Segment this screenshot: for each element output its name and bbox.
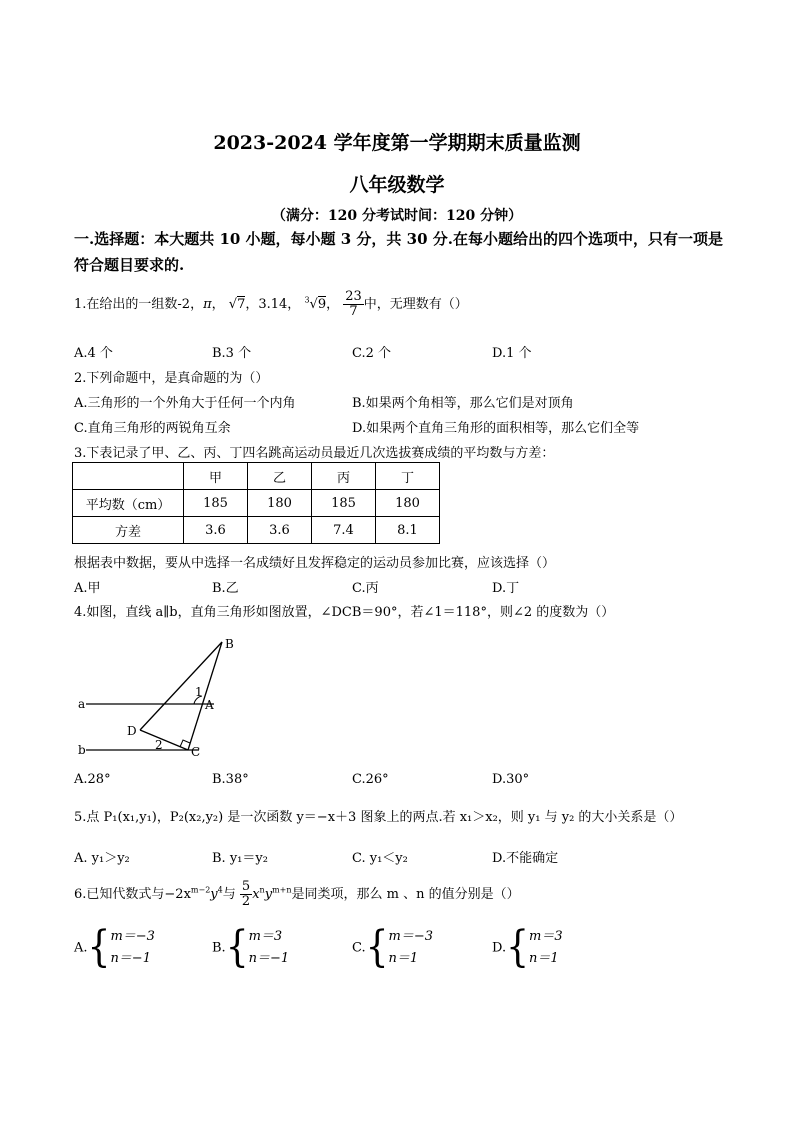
table-cell: 方差 [73, 517, 184, 544]
question-2-stem: 2.下列命题中，是真命题的为（） [74, 371, 269, 386]
table-row [73, 517, 440, 544]
label-d: D [127, 724, 137, 738]
table-cell: 185 [312, 490, 376, 517]
table-cell [73, 463, 184, 490]
label-a-point: A [205, 698, 214, 712]
scores-table [72, 462, 440, 544]
q6-option-a: A.{ m＝−3 n＝−1 [74, 922, 155, 972]
table-cell: 甲 [184, 463, 248, 490]
triangle-figure [74, 632, 254, 762]
table-cell: 3.6 [248, 517, 312, 544]
right-angle-mark [180, 740, 190, 747]
table-cell: 平均数（cm） [73, 490, 184, 517]
q1-option-a: A.4 个 [74, 346, 113, 361]
section-heading: 一.选择题：本大题共 10 小题，每小题 3 分，共 30 分.在每小题给出的四个选项中，只有一项是符合题目要求的. [74, 230, 723, 274]
table-header-row [73, 463, 440, 490]
segment-bd [140, 642, 222, 730]
q5-option-b: B. y₁＝y₂ [212, 851, 268, 866]
q4-option-b: B.38° [212, 772, 249, 787]
question-4-stem: 4.如图，直线 a∥b，直角三角形如图放置，∠DCB＝90°，若∠1＝118°，则∠2 的度数为（） [74, 605, 615, 620]
q3-option-d: D.丁 [492, 581, 520, 596]
q2-option-d: D.如果两个直角三角形的面积相等，那么它们全等 [352, 421, 640, 436]
table-cell: 丙 [312, 463, 376, 490]
segment-bc [188, 642, 222, 750]
q1-option-b: B.3 个 [212, 346, 252, 361]
label-line-a: a [78, 697, 86, 711]
label-angle-1: 1 [195, 685, 203, 699]
q3-option-b: B.乙 [212, 581, 239, 596]
table-cell: 180 [376, 490, 440, 517]
table-cell: 8.1 [376, 517, 440, 544]
q6-option-b: B.{ m＝3 n＝−1 [212, 922, 290, 972]
exam-subtitle: 八年级数学 [349, 174, 445, 196]
table-cell: 7.4 [312, 517, 376, 544]
question-1-stem: 1.在给出的一组数-2，π， √7，3.14， $^3$√9， $\frac{23}{7}$ 中，无理数有（） [74, 289, 468, 319]
label-angle-2: 2 [155, 738, 163, 752]
q2-option-a: A.三角形的一个外角大于任何一个内角 [74, 396, 296, 411]
segment-dc [140, 730, 188, 750]
q3-option-c: C.丙 [352, 581, 379, 596]
question-5-stem: 5.点 P₁(x₁,y₁)，P₂(x₂,y₂) 是一次函数 y＝−x＋3 图象上的两点.若 x₁＞x₂，则 y₁ 与 y₂ 的大小关系是（） [74, 810, 683, 825]
question-6-stem: 6.已知代数式与$-2x^{m-2}y^4$与 $\frac{5}{2}$ $x^ny^{m+n}$是同类项，那么 m 、n 的值分别是（） [74, 879, 520, 909]
label-c: C [191, 745, 201, 759]
question-3-stem: 3.下表记录了甲、乙、丙、丁四名跳高运动员最近几次选拔赛成绩的平均数与方差： [74, 446, 555, 461]
q6-option-d: D.{ m＝3 n＝1 [492, 922, 563, 972]
q6-option-c: C.{ m＝−3 n＝1 [352, 922, 434, 972]
exam-title: 2023-2024 学年度第一学期期末质量监测 [213, 132, 581, 154]
label-b: B [225, 637, 234, 651]
table-cell: 180 [248, 490, 312, 517]
question-3-prompt: 根据表中数据，要从中选择一名成绩好且发挥稳定的运动员参加比赛，应该选择（） [74, 556, 556, 571]
q5-option-a: A. y₁＞y₂ [74, 851, 130, 866]
table-cell: 3.6 [184, 517, 248, 544]
q1-option-d: D.1 个 [492, 346, 532, 361]
table-cell: 185 [184, 490, 248, 517]
table-row [73, 490, 440, 517]
q2-option-b: B.如果两个角相等，那么它们是对顶角 [352, 396, 574, 411]
q3-option-a: A.甲 [74, 581, 101, 596]
q5-option-c: C. y₁＜y₂ [352, 851, 408, 866]
q4-option-a: A.28° [74, 772, 111, 787]
label-line-b: b [78, 743, 86, 757]
exam-info: （满分：120 分考试时间：120 分钟） [271, 208, 523, 224]
q4-option-c: C.26° [352, 772, 389, 787]
q4-option-d: D.30° [492, 772, 530, 787]
q2-option-c: C.直角三角形的两锐角互余 [74, 421, 231, 436]
table-cell: 丁 [376, 463, 440, 490]
q1-option-c: C.2 个 [352, 346, 392, 361]
q5-option-d: D.不能确定 [492, 851, 559, 866]
table-cell: 乙 [248, 463, 312, 490]
